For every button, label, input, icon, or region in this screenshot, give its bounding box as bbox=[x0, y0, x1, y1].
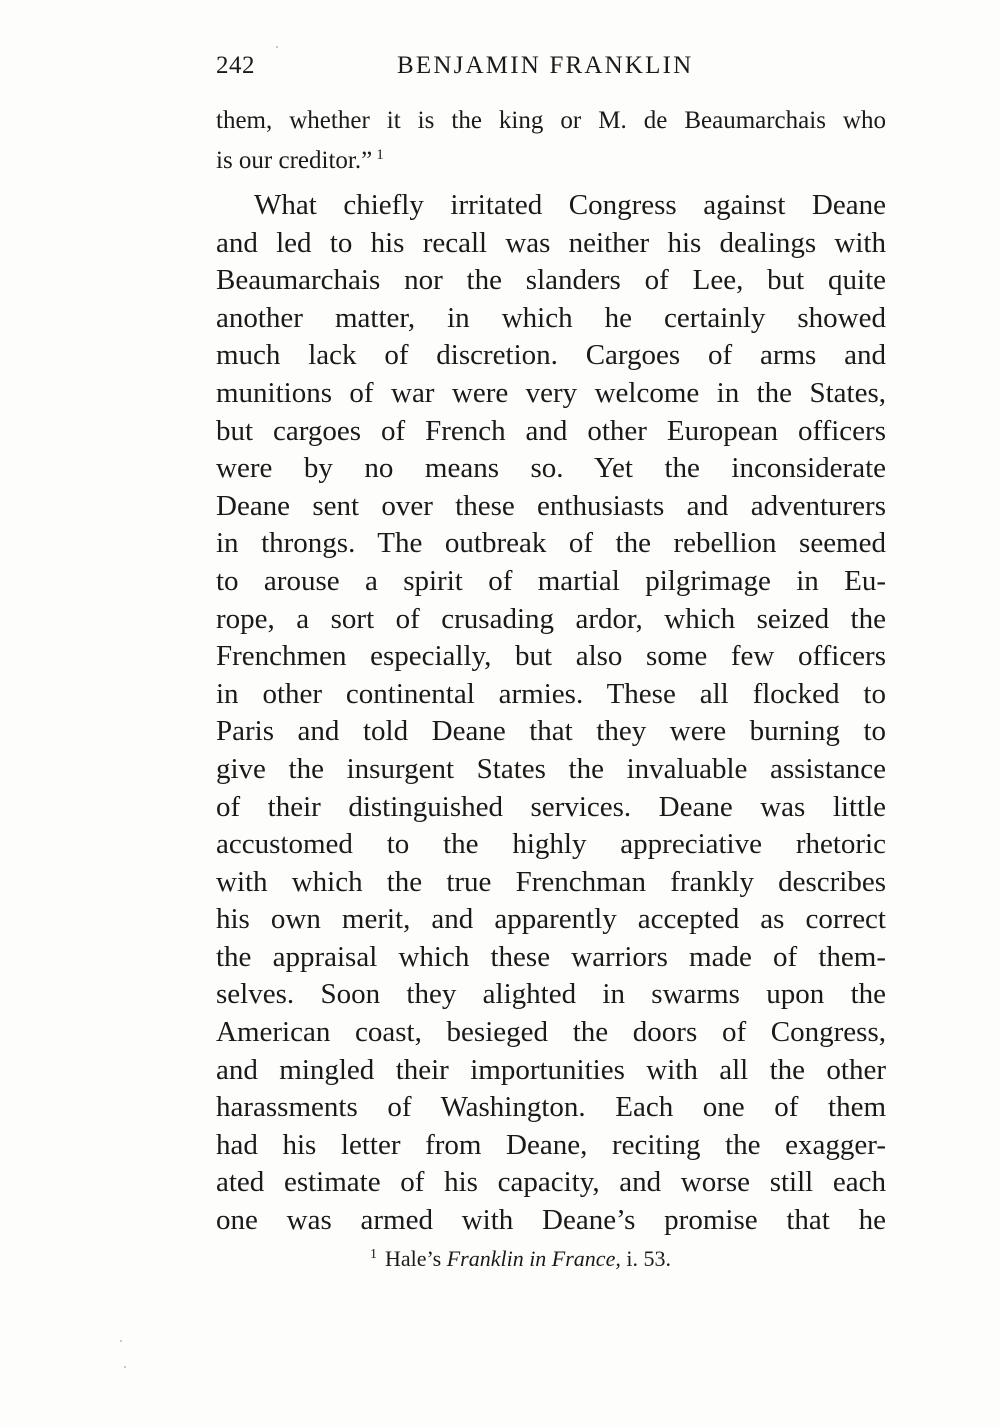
text-line: had his letter from Deane, reciting the exagger- bbox=[216, 1128, 886, 1161]
footnote bbox=[370, 1240, 671, 1274]
text-line: selves. Soon they alighted in swarms upon the bbox=[216, 978, 886, 1011]
footnote-reference: 1 bbox=[376, 147, 384, 163]
text-line: Deane sent over these enthusiasts and adventurers bbox=[216, 489, 886, 522]
text-line: his own merit, and apparently accepted as correct bbox=[216, 903, 886, 936]
text-line: one was armed with Deane’s promise that he bbox=[216, 1204, 886, 1237]
text-line: them, whether it is the king or M. de Beaumarchais who bbox=[216, 107, 886, 134]
text-line-with-footnote-ref bbox=[216, 138, 886, 172]
text-line: and mingled their importunities with all the other bbox=[216, 1053, 886, 1086]
text-line: in other continental armies. These all flocked to bbox=[216, 677, 886, 710]
quote-continuation bbox=[216, 104, 886, 172]
main-paragraph bbox=[216, 187, 886, 1240]
text-line: were by no means so. Yet the inconsiderate bbox=[216, 452, 886, 485]
text-line: is our creditor.” bbox=[216, 147, 373, 174]
text-line: to arouse a spirit of martial pilgrimage in Eu- bbox=[216, 564, 886, 597]
text-line: give the insurgent States the invaluable assistance bbox=[216, 752, 886, 785]
scan-speck bbox=[124, 1366, 126, 1368]
footnote-prefix: Hale’s bbox=[385, 1246, 442, 1271]
text-line: in throngs. The outbreak of the rebellion seemed bbox=[216, 527, 886, 560]
text-line: ated estimate of his capacity, and worse still each bbox=[216, 1166, 886, 1199]
running-head: BENJAMIN FRANKLIN bbox=[397, 52, 694, 79]
text-line: another matter, in which he certainly showed bbox=[216, 301, 886, 334]
footnote-suffix: i. 53. bbox=[626, 1246, 671, 1271]
text-line: Paris and told Deane that they were burning to bbox=[216, 715, 886, 748]
text-line: much lack of discretion. Cargoes of arms and bbox=[216, 339, 886, 372]
text-line: munitions of war were very welcome in the States, bbox=[216, 376, 886, 409]
text-line: Beaumarchais nor the slanders of Lee, but quite bbox=[216, 264, 886, 297]
footnote-marker: 1 bbox=[370, 1247, 377, 1262]
text-line: of their distinguished services. Deane was little bbox=[216, 790, 886, 823]
text-line: harassments of Washington. Each one of them bbox=[216, 1091, 886, 1124]
text-line: with which the true Frenchman frankly describes bbox=[216, 865, 886, 898]
text-line: but cargoes of French and other European officers bbox=[216, 414, 886, 447]
text-line: What chiefly irritated Congress against Deane bbox=[254, 189, 886, 221]
text-line: the appraisal which these warriors made of them- bbox=[216, 940, 886, 973]
text-line: and led to his recall was neither his dealings with bbox=[216, 226, 886, 259]
text-line: rope, a sort of crusading ardor, which seized the bbox=[216, 602, 886, 635]
text-line: Frenchmen especially, but also some few officers bbox=[216, 640, 886, 673]
text-line: accustomed to the highly appreciative rhetoric bbox=[216, 828, 886, 861]
page-header bbox=[216, 52, 886, 86]
page-number: 242 bbox=[216, 52, 255, 79]
text-line: American coast, besieged the doors of Congress, bbox=[216, 1016, 886, 1049]
scan-speck bbox=[120, 1340, 122, 1342]
footnote-title: Franklin in France, bbox=[446, 1246, 621, 1271]
scan-speck bbox=[276, 46, 278, 48]
